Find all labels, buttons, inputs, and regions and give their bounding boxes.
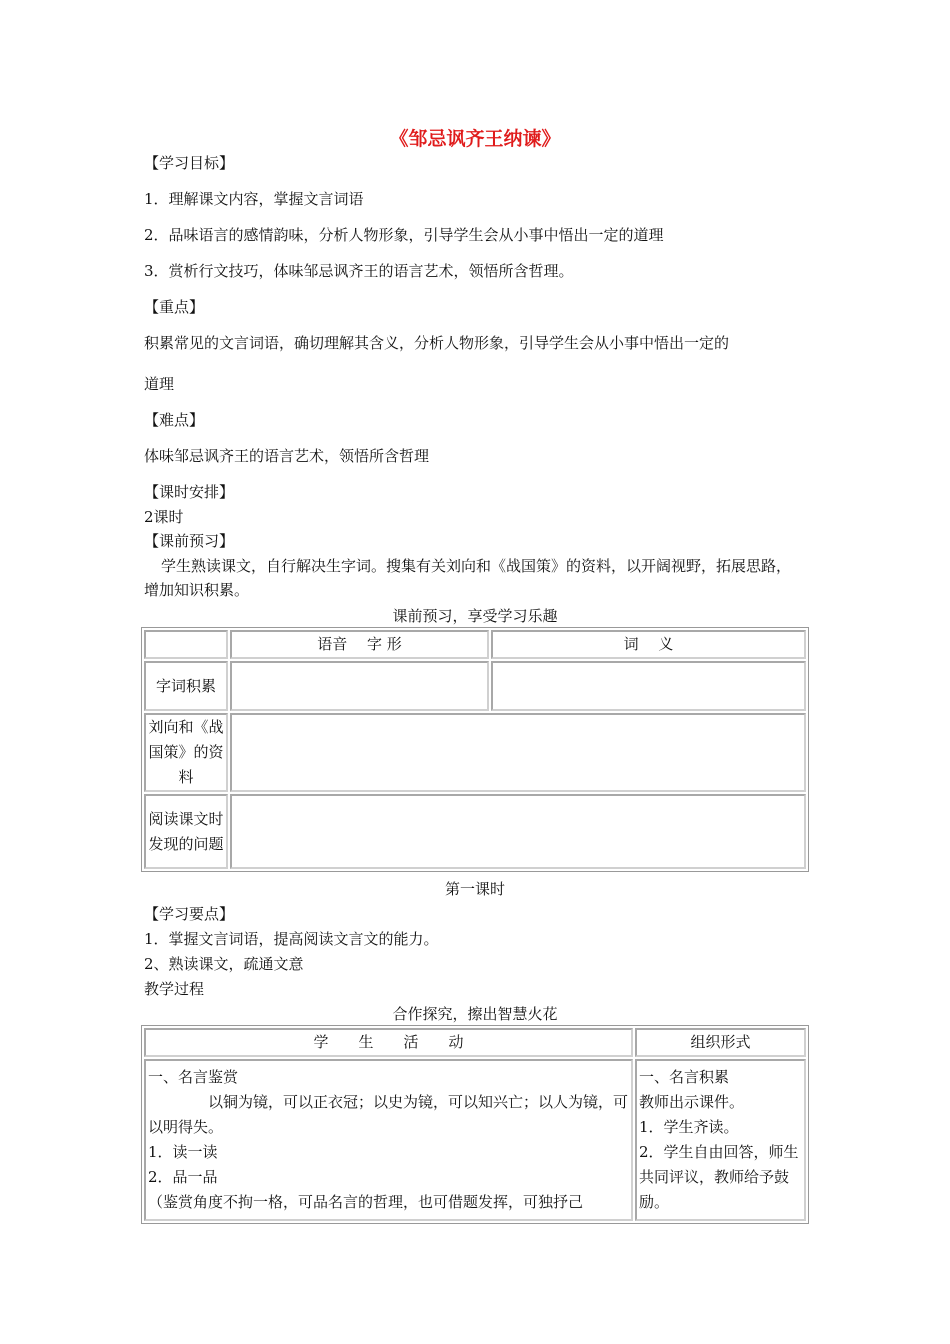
lesson1-point-2: 2、熟读课文，疏通文意 <box>144 955 304 973</box>
schedule-text: 2课时 <box>144 508 184 526</box>
preview-col-meaning: 词 义 <box>491 630 806 659</box>
preview-row-questions-label: 阅读课文时发现的问题 <box>144 794 228 869</box>
lesson1-point-1: 1．掌握文言词语，提高阅读文言文的能力。 <box>144 930 439 948</box>
coop-student-line-3: 1．读一读 <box>148 1143 218 1161</box>
objective-item-1: 1．理解课文内容，掌握文言词语 <box>144 190 364 208</box>
preview-heading: 【课前预习】 <box>144 532 235 550</box>
coop-form-cell <box>635 1059 806 1221</box>
lesson1-heading: 第一课时 <box>444 880 505 898</box>
preview-vocab-pronunciation-cell <box>230 661 489 711</box>
preview-background-cell <box>230 713 806 792</box>
coop-table <box>141 1025 809 1224</box>
coop-student-cell <box>144 1059 633 1221</box>
page-title: 《邹忌讽齐王纳谏》 <box>389 128 561 150</box>
coop-col-form: 组织形式 <box>635 1028 806 1057</box>
objective-item-3: 3．赏析行文技巧，体味邹忌讽齐王的语言艺术，领悟所含哲理。 <box>144 262 574 280</box>
preview-row-vocab-label: 字词积累 <box>144 661 228 711</box>
coop-student-line-2: 以铜为镜，可以正衣冠；以史为镜，可以知兴亡；以人为镜，可以明得失。 <box>148 1093 629 1136</box>
difficulties-heading: 【难点】 <box>144 411 205 429</box>
key-points-text-line1: 积累常见的文言词语，确切理解其含义，分析人物形象，引导学生会从小事中悟出一定的 <box>144 334 730 352</box>
preview-questions-cell <box>230 794 806 869</box>
coop-table-caption: 合作探究，擦出智慧火花 <box>392 1005 558 1023</box>
coop-col-student: 学 生 活 动 <box>144 1028 633 1057</box>
coop-student-line-5: （鉴赏角度不拘一格，可品名言的哲理，也可借题发挥，可独抒己 <box>148 1193 584 1211</box>
coop-form-line-4: 2．学生自由回答，师生共同评议，教师给予鼓励。 <box>639 1143 799 1211</box>
schedule-heading: 【课时安排】 <box>144 483 235 501</box>
key-points-heading: 【重点】 <box>144 298 205 316</box>
preview-table <box>141 627 809 872</box>
preview-text: 学生熟读课文，自行解决生字词。搜集有关刘向和《战国策》的资料，以开阔视野，拓展思路，增加知识积累。 <box>144 557 792 599</box>
coop-student-line-1: 一、名言鉴赏 <box>148 1068 239 1086</box>
key-points-text-line2: 道理 <box>144 375 175 393</box>
objectives-heading: 【学习目标】 <box>144 154 235 172</box>
lesson1-points-heading: 【学习要点】 <box>144 905 235 923</box>
coop-form-line-2: 教师出示课件。 <box>639 1093 745 1111</box>
preview-vocab-meaning-cell <box>491 661 806 711</box>
coop-student-line-4: 2．品一品 <box>148 1168 218 1186</box>
difficulties-text: 体味邹忌讽齐王的语言艺术，领悟所含哲理 <box>144 447 430 465</box>
coop-form-line-1: 一、名言积累 <box>639 1068 730 1086</box>
preview-table-caption: 课前预习，享受学习乐趣 <box>392 607 558 625</box>
preview-table-corner <box>144 630 228 659</box>
objective-item-2: 2．品味语言的感情韵味，分析人物形象，引导学生会从小事中悟出一定的道理 <box>144 226 664 244</box>
preview-row-background-label: 刘向和《战国策》的资料 <box>144 713 228 792</box>
preview-col-pronunciation: 语音 字 形 <box>230 630 489 659</box>
coop-form-line-3: 1．学生齐读。 <box>639 1118 739 1136</box>
lesson1-process: 教学过程 <box>144 980 205 998</box>
